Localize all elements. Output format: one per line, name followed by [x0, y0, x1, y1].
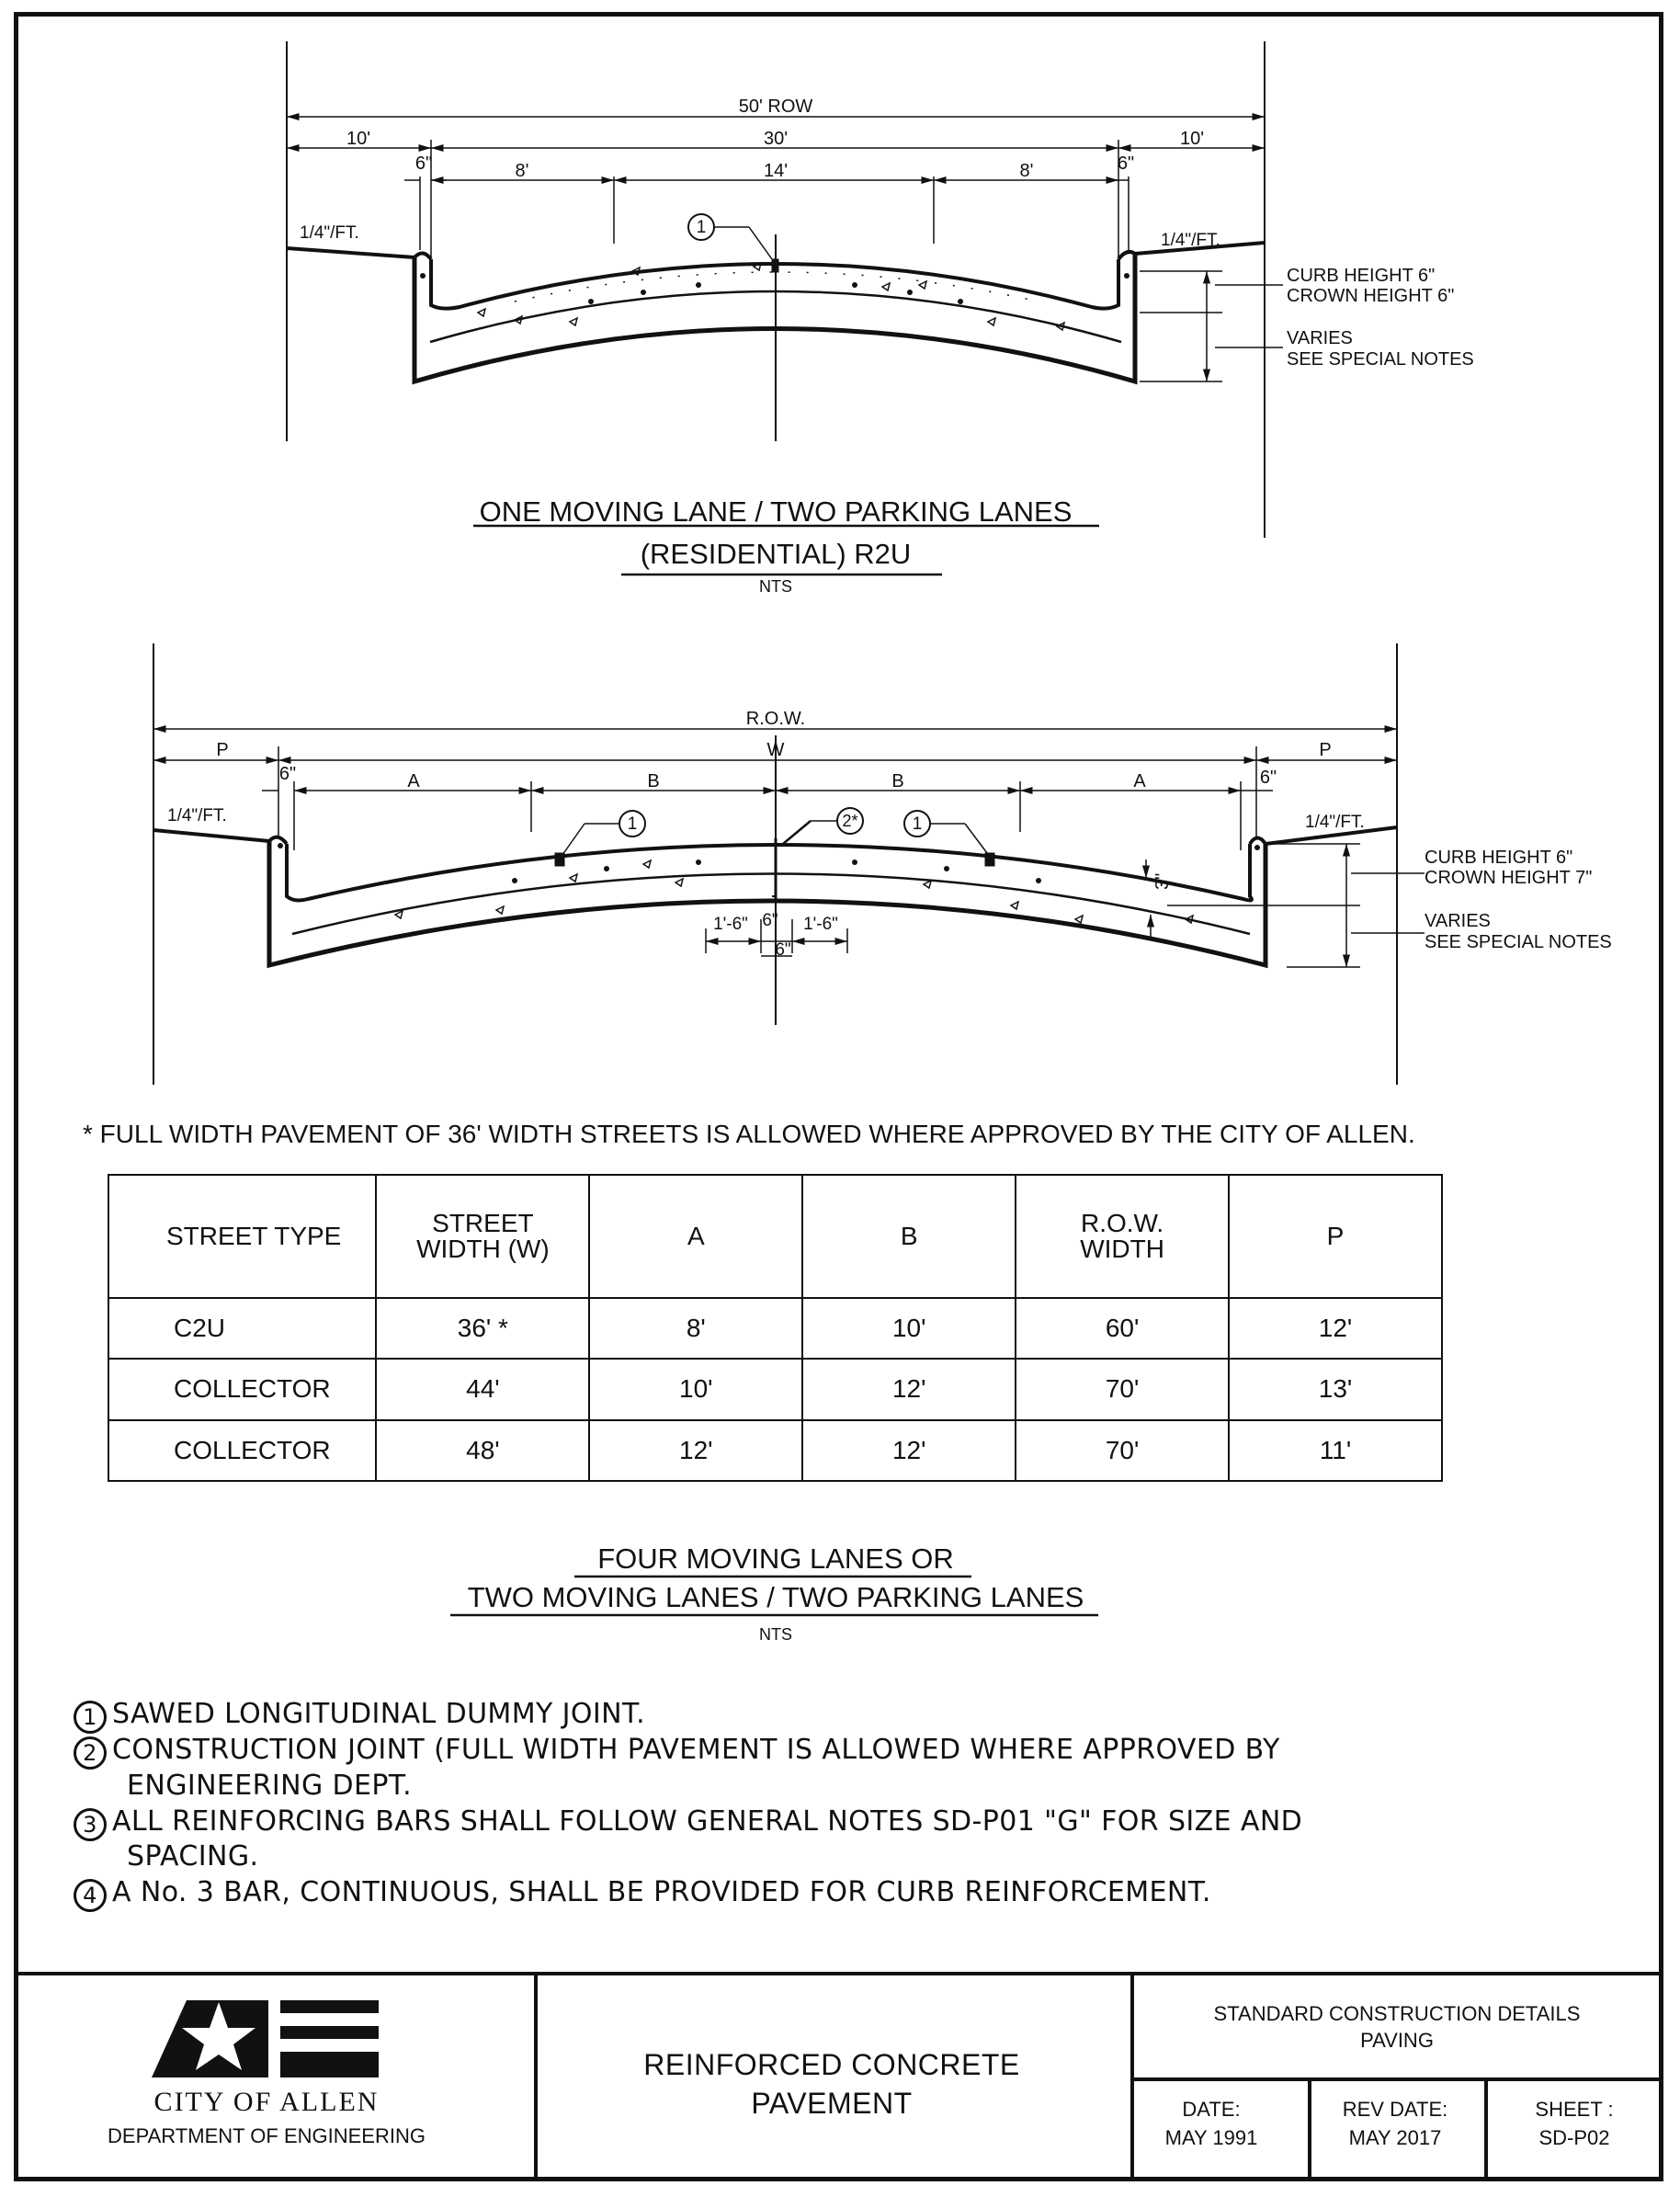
drawing-title-line1: REINFORCED CONCRETE [643, 2048, 1020, 2081]
cell-street-type: COLLECTOR [108, 1420, 376, 1481]
top-section-geometry [287, 41, 1283, 575]
varies-note-bottom: VARIES [1425, 911, 1491, 931]
note-1 [74, 1697, 645, 1734]
slope-left-label: 1/4"/FT. [300, 223, 359, 243]
department-name: DEPARTMENT OF ENGINEERING [108, 2124, 426, 2147]
dim-a-left: A [407, 771, 420, 791]
dim-lane-left: 8' [515, 161, 529, 181]
series-title: STANDARD CONSTRUCTION DETAILS [1213, 2002, 1581, 2025]
series-subtitle: PAVING [1360, 2029, 1434, 2052]
callout-1-right: 1 [912, 814, 923, 834]
dim-b-right: B [891, 771, 904, 791]
full-width-note: * FULL WIDTH PAVEMENT OF 36' WIDTH STREETS IS ALLOWED WHERE APPROVED BY THE CITY OF ALLEN. [83, 1120, 1415, 1148]
note-number: 2 [74, 1736, 107, 1770]
crown-height-note: CROWN HEIGHT 6" [1287, 286, 1455, 306]
dim-street-width: 30' [763, 129, 789, 149]
varies-note: VARIES [1287, 328, 1353, 348]
cell-p: 13' [1229, 1359, 1442, 1419]
cell-row-width: 70' [1016, 1359, 1229, 1419]
joint-dim-left: 1'-6" [713, 915, 748, 934]
joint-dim-mid: 6" [762, 911, 778, 930]
dim-lane-right: 8' [1019, 161, 1034, 181]
cell-row-width: 60' [1016, 1298, 1229, 1359]
note-2-continued [127, 1769, 412, 1804]
cell-row-width: 70' [1016, 1420, 1229, 1481]
date-label: DATE: [1182, 2098, 1241, 2121]
callout-1: 1 [696, 218, 707, 237]
cell-street-type: COLLECTOR [108, 1359, 376, 1419]
dim-p-right: P [1319, 740, 1332, 760]
note-number: 4 [74, 1879, 107, 1912]
dim-curb-right-bottom: 6" [1259, 768, 1277, 788]
note-text: CONSTRUCTION JOINT (FULL WIDTH PAVEMENT IS ALLOWED WHERE APPROVED BY [112, 1734, 1280, 1766]
table-row [108, 1298, 1442, 1359]
cell-street-width: 44' [376, 1359, 589, 1419]
dim-p-left: P [216, 740, 229, 760]
note-2 [74, 1733, 1280, 1770]
sheet-label: SHEET : [1535, 2098, 1614, 2121]
date-value: MAY 1991 [1164, 2126, 1258, 2149]
cell-p: 12' [1229, 1298, 1442, 1359]
note-text: ENGINEERING DEPT. [127, 1770, 413, 1802]
note-text: SAWED LONGITUDINAL DUMMY JOINT. [112, 1698, 646, 1730]
dim-b-left: B [647, 771, 660, 791]
thickness-label: 3" [1152, 872, 1173, 890]
curb-height-note: CURB HEIGHT 6" [1287, 266, 1436, 286]
dim-left-parkway: 10' [346, 129, 371, 149]
joint-dim-below: 6" [775, 940, 791, 960]
special-notes-ref: SEE SPECIAL NOTES [1287, 349, 1474, 370]
top-section-title: ONE MOVING LANE / TWO PARKING LANES [479, 495, 1073, 528]
dim-curb-left: 6" [414, 154, 433, 174]
city-logo-icon [152, 2000, 379, 2077]
bottom-section-scale: NTS [759, 1625, 792, 1644]
curb-height-note-bottom: CURB HEIGHT 6" [1425, 848, 1573, 868]
cell-a: 10' [589, 1359, 802, 1419]
cell-b: 12' [802, 1359, 1016, 1419]
slope-right-label: 1/4"/FT. [1161, 231, 1220, 250]
drawing-title-line2: PAVEMENT [751, 2087, 913, 2120]
slope-left-label-bottom: 1/4"/FT. [167, 806, 227, 825]
dim-row-bottom: R.O.W. [745, 709, 806, 729]
dim-row: 50' ROW [738, 97, 813, 117]
table-header-row [108, 1175, 1442, 1298]
cell-street-type: C2U [108, 1298, 376, 1359]
dim-a-right: A [1133, 771, 1146, 791]
table-row [108, 1420, 1442, 1481]
callout-1-left: 1 [627, 814, 638, 834]
cell-a: 8' [589, 1298, 802, 1359]
cell-street-width: 48' [376, 1420, 589, 1481]
sheet-number: SD-P02 [1538, 2126, 1610, 2149]
slope-right-label-bottom: 1/4"/FT. [1305, 813, 1365, 832]
cell-a: 12' [589, 1420, 802, 1481]
cell-street-width: 36' * [376, 1298, 589, 1359]
header-street-width: STREET WIDTH (W) [376, 1175, 589, 1298]
special-notes-ref-bottom: SEE SPECIAL NOTES [1425, 932, 1612, 952]
cell-b: 10' [802, 1298, 1016, 1359]
callout-2: 2* [842, 812, 858, 830]
cell-p: 11' [1229, 1420, 1442, 1481]
top-section-scale: NTS [759, 577, 792, 596]
bottom-section-title: FOUR MOVING LANES OR [597, 1542, 954, 1575]
dim-curb-left-bottom: 6" [278, 764, 297, 784]
top-section-subtitle: (RESIDENTIAL) R2U [640, 538, 912, 570]
dim-right-parkway: 10' [1179, 129, 1205, 149]
table-row [108, 1359, 1442, 1419]
note-text: ALL REINFORCING BARS SHALL FOLLOW GENERAL NOTES SD-P01 "G" FOR SIZE AND [112, 1805, 1303, 1838]
note-text: SPACING. [127, 1840, 259, 1873]
bottom-section-subtitle: TWO MOVING LANES / TWO PARKING LANES [467, 1581, 1084, 1613]
rev-date-label: REV DATE: [1342, 2098, 1448, 2121]
header-street-type: STREET TYPE [108, 1175, 376, 1298]
concrete-aggregate-marks [395, 263, 1193, 923]
note-3-continued [127, 1839, 258, 1874]
cell-b: 12' [802, 1420, 1016, 1481]
street-dimension-table [108, 1174, 1443, 1482]
dim-w: W [766, 740, 785, 760]
header-b: B [802, 1175, 1016, 1298]
note-number: 1 [74, 1701, 107, 1734]
dim-curb-right: 6" [1117, 154, 1135, 174]
crown-height-note-bottom: CROWN HEIGHT 7" [1425, 868, 1593, 888]
joint-dim-right: 1'-6" [803, 915, 838, 934]
rev-date-value: MAY 2017 [1348, 2126, 1442, 2149]
dim-lane-center: 14' [763, 161, 789, 181]
header-a: A [589, 1175, 802, 1298]
header-p: P [1229, 1175, 1442, 1298]
header-row-width: R.O.W. WIDTH [1016, 1175, 1229, 1298]
note-number: 3 [74, 1808, 107, 1841]
city-name: CITY OF ALLEN [153, 2087, 380, 2117]
note-3 [74, 1804, 1302, 1841]
note-4 [74, 1875, 1211, 1912]
note-text: A No. 3 BAR, CONTINUOUS, SHALL BE PROVIDED FOR CURB REINFORCEMENT. [112, 1876, 1211, 1908]
